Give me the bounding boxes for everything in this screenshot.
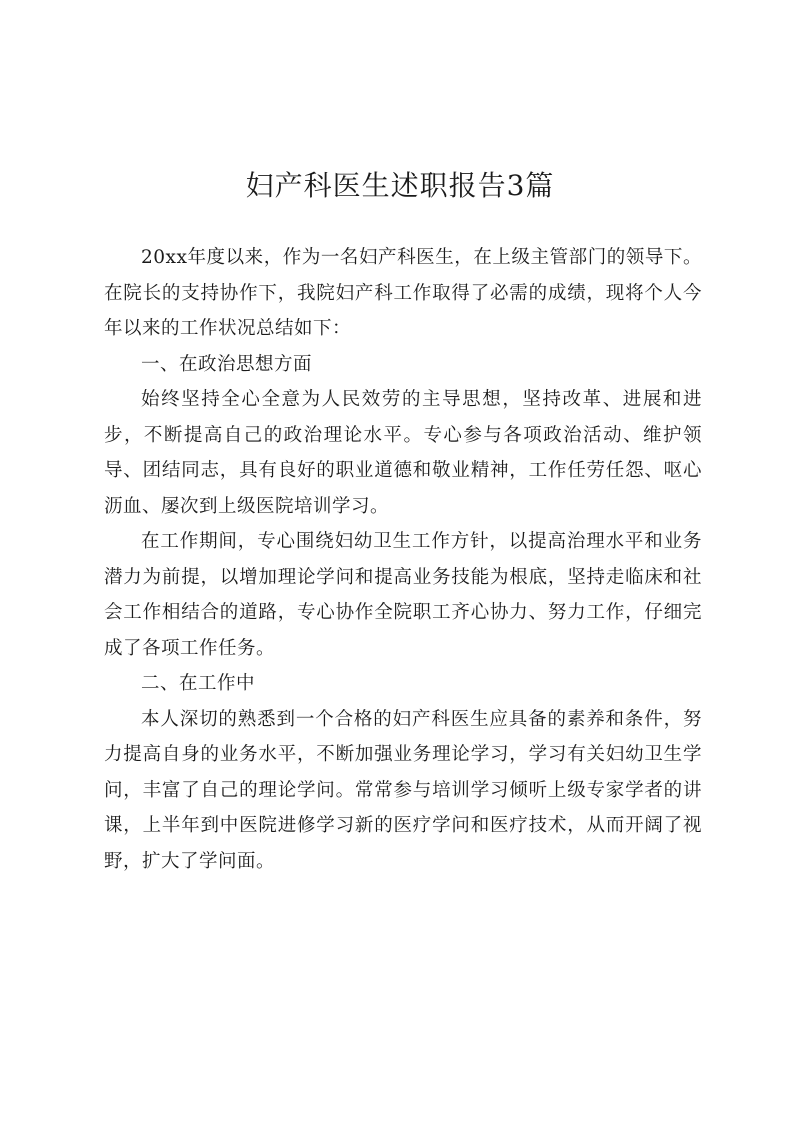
section-heading-work: 二、在工作中 (141, 673, 256, 694)
document-title: 妇产科医生述职报告3篇 (245, 169, 555, 202)
work-paragraph-1: 本人深切的熟悉到一个合格的妇产科医生应具备的素养和条件，努力提高自身的业务水平，不断加强业务理论学习，学习有关妇幼卫生学问，丰富了自己的理论学问。常常参与培训学习倾听上级专家学者的讲课，上半年到中医院进修学习新的医疗学问和医疗技术，从而开阔了视野，扩大了学问面。 (104, 708, 702, 872)
political-paragraph-2: 在工作期间，专心围绕妇幼卫生工作方针，以提高治理水平和业务潜力为前提，以增加理论学问和提高业务技能为根底，坚持走临床和社会工作相结合的道路，专心协作全院职工齐心协力、努力工作，仔细完成了各项工作任务。 (104, 531, 702, 659)
section-heading-political: 一、在政治思想方面 (141, 353, 313, 375)
document-body (104, 240, 702, 879)
political-paragraph-1: 始终坚持全心全意为人民效劳的主导思想，坚持改革、进展和进步，不断提高自己的政治理论水平。专心参与各项政治活动、维护领导、团结同志，具有良好的职业道德和敬业精神，工作任劳任怨、呕心沥血、屡次到上级医院培训学习。 (104, 389, 702, 517)
intro-paragraph: 20xx年度以来，作为一名妇产科医生，在上级主管部门的领导下。在院长的支持协作下，我院妇产科工作取得了必需的成绩，现将个人今年以来的工作状况总结如下： (104, 247, 702, 339)
